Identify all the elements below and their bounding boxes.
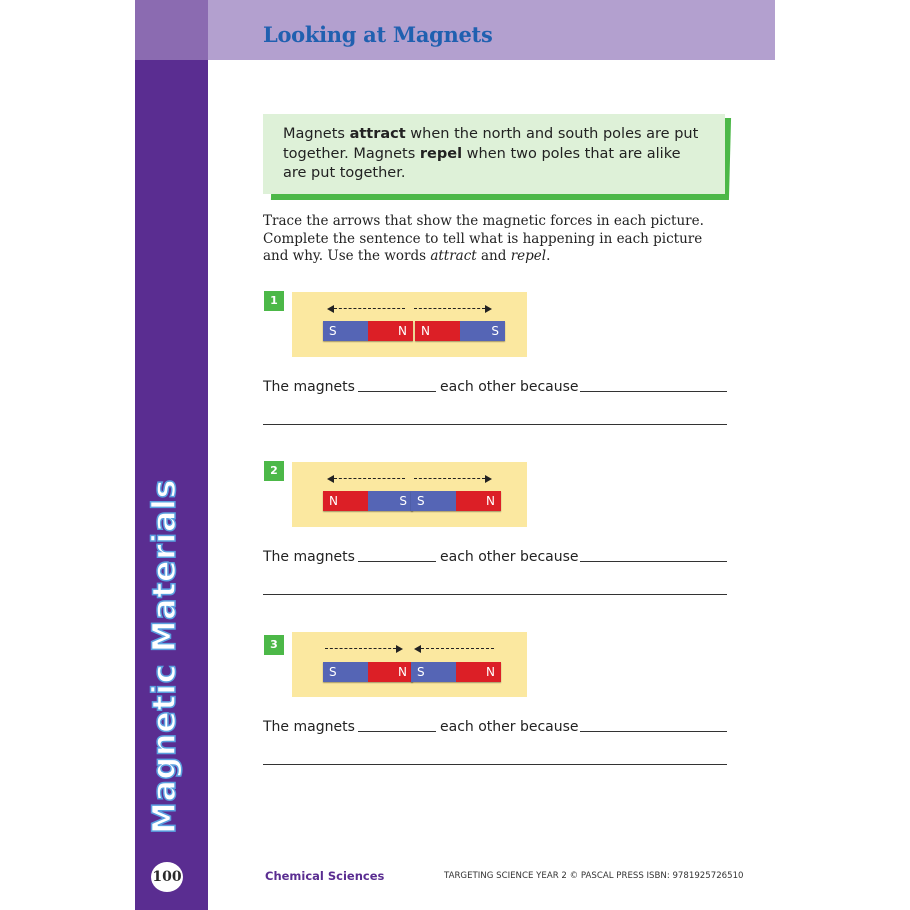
magnet-pole-south: S	[411, 662, 456, 682]
bar-magnet	[411, 491, 501, 511]
instructions	[263, 213, 723, 266]
magnet-pole-south: S	[368, 491, 413, 511]
dashed-arrow-left[interactable]	[334, 478, 405, 479]
answer-blank-short[interactable]	[358, 561, 436, 562]
magnet-pole-south: S	[323, 662, 368, 682]
sentence-start: The magnets	[263, 549, 355, 565]
question-number-badge: 3	[264, 635, 284, 655]
magnet-pole-south: S	[323, 321, 368, 341]
info-box	[263, 114, 725, 194]
answer-blank-long[interactable]	[580, 731, 727, 732]
answer-line[interactable]	[263, 424, 727, 425]
arrow-left-icon	[327, 305, 334, 313]
info-text: when the north and south poles are put together. Magnets	[283, 126, 699, 162]
info-keyword-repel: repel	[419, 145, 463, 162]
arrow-right-icon	[396, 645, 403, 653]
bar-magnet	[411, 662, 501, 682]
magnet-pole-north: N	[323, 491, 368, 511]
answer-blank-long[interactable]	[580, 561, 727, 562]
sentence-middle: each other because	[440, 549, 579, 565]
footer-category: Chemical Sciences	[265, 869, 385, 883]
answer-line[interactable]	[263, 764, 727, 765]
page-title: Looking at Magnets	[263, 22, 493, 47]
page-number: 100	[151, 862, 183, 892]
magnet-pole-south: S	[460, 321, 505, 341]
sentence-start: The magnets	[263, 379, 355, 395]
answer-blank-long[interactable]	[580, 391, 727, 392]
footer-credit: TARGETING SCIENCE YEAR 2 © PASCAL PRESS ISBN: 9781925726510	[444, 871, 744, 881]
question-number-badge: 2	[264, 461, 284, 481]
arrow-left-icon	[414, 645, 421, 653]
arrow-left-icon	[327, 475, 334, 483]
answer-line[interactable]	[263, 594, 727, 595]
dashed-arrow-right[interactable]	[414, 478, 485, 479]
arrow-right-icon	[485, 305, 492, 313]
arrow-right-icon	[485, 475, 492, 483]
bar-magnet	[323, 491, 413, 511]
bar-magnet	[415, 321, 505, 341]
sidebar-top-block	[135, 0, 208, 60]
instructions-text: Trace the arrows that show the magnetic forces in each picture. Complete the sentence to tell what is happening in each picture and why. Use the words	[263, 213, 704, 264]
magnet-pole-north: N	[456, 491, 501, 511]
dashed-arrow-left[interactable]	[334, 308, 405, 309]
instructions-text: and	[476, 248, 511, 264]
info-text: Magnets	[283, 126, 350, 142]
instructions-word: attract	[430, 248, 477, 264]
question-number-badge: 1	[264, 291, 284, 311]
info-keyword-attract: attract	[349, 126, 406, 142]
magnet-pole-north: N	[456, 662, 501, 682]
info-text: when two poles that are alike are put together.	[283, 145, 681, 181]
instructions-text: .	[546, 248, 551, 264]
sentence-start: The magnets	[263, 719, 355, 735]
magnet-pole-north: N	[415, 321, 460, 341]
dashed-arrow-right[interactable]	[414, 308, 485, 309]
section-title-text: Magnetic Materials	[145, 479, 183, 834]
answer-blank-short[interactable]	[358, 391, 436, 392]
sentence-middle: each other because	[440, 379, 579, 395]
answer-blank-short[interactable]	[358, 731, 436, 732]
instructions-word: repel	[510, 248, 547, 264]
bar-magnet	[323, 321, 413, 341]
sentence-middle: each other because	[440, 719, 579, 735]
dashed-arrow-left[interactable]	[421, 648, 494, 649]
bar-magnet	[323, 662, 413, 682]
magnet-pole-north: N	[368, 662, 413, 682]
magnet-pole-north: N	[368, 321, 413, 341]
magnet-pole-south: S	[411, 491, 456, 511]
dashed-arrow-right[interactable]	[325, 648, 396, 649]
